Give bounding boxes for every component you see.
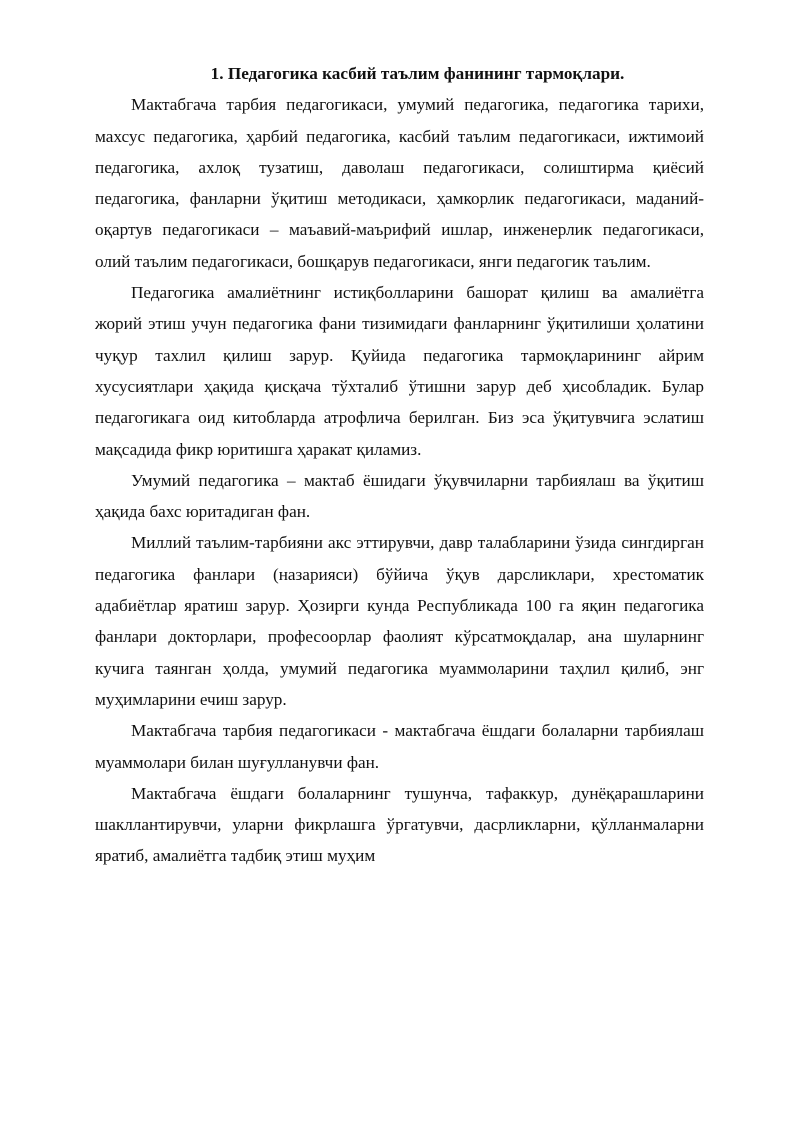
paragraph-national-education: Миллий таълим-тарбияни акс эттирувчи, давр талабларини ўзида сингдирган педагогика фанлари (назарияси) бўйича ўқув дарсликлари, хрестоматик адабиётлар яратиш зарур. Ҳозирги кунда Республикада 100 га яқин педагогика фанлари докторлари, професоорлар фаолият кўрсатмоқдалар, ана шуларнинг кучига таянган ҳолда, умумий педагогика муаммоларини таҳлил қилиб, энг муҳимларини ечиш зарур. — [95, 533, 704, 709]
document-page — [95, 58, 704, 872]
paragraph-preschool-pedagogy: Мактабгача тарбия педагогикаси - мактабгача ёшдаги болаларни тарбиялаш муаммолари билан шуғулланувчи фан. — [95, 721, 704, 772]
paragraph-general-pedagogy: Умумий педагогика – мактаб ёшидаги ўқувчиларни тарбиялаш ва ўқитиш ҳақида бахс юритадиган фан. — [95, 470, 704, 522]
paragraph-pedagogy-branches: Мактабгача тарбия педагогикаси, умумий педагогика, педагогика тарихи, махсус педагогика, ҳарбий педагогика, касбий таълим педагогикаси, ижтимоий педагогика, ахлоқ тузатиш, даволаш педагогикаси, солиштирма қиёсий педагогика, фанларни ўқитиш методикаси, ҳамкорлик педагогикаси, маданий-оқартув педагогикаси – маъавий-маърифий ишлар, инженерлик педагогикаси, олий таълим педагогикаси, бошқарув педагогикаси, янги педагогик таълим. — [95, 95, 704, 271]
paragraph-preschool-children: Мактабгача ёшдаги болаларнинг тушунча, тафаккур, дунёқарашларини шакллантирувчи, уларни фикрлашга ўргатувчи, дасрликларни, қўлланмаларни яратиб, амалиётга тадбиқ этиш муҳим — [95, 783, 704, 866]
section-title: 1. Педагогика касбий таълим фанининг тармоқлари. — [210, 64, 625, 83]
paragraph-practice-analysis: Педагогика амалиётнинг истиқболларини башорат қилиш ва амалиётга жорий этиш учун педагогика фани тизимидаги фанларнинг ўқитилиши ҳолатини чуқур тахлил қилиш зарур. Қуйида педагогика тармоқларининг айрим хусусиятлари ҳақида қисқача тўхталиб ўтишни зарур деб ҳисобладик. Булар педагогикага оид китобларда атрофлича берилган. Биз эса ўқитувчига эслатиш мақсадида фикр юритишга ҳаракат қиламиз. — [95, 283, 704, 459]
